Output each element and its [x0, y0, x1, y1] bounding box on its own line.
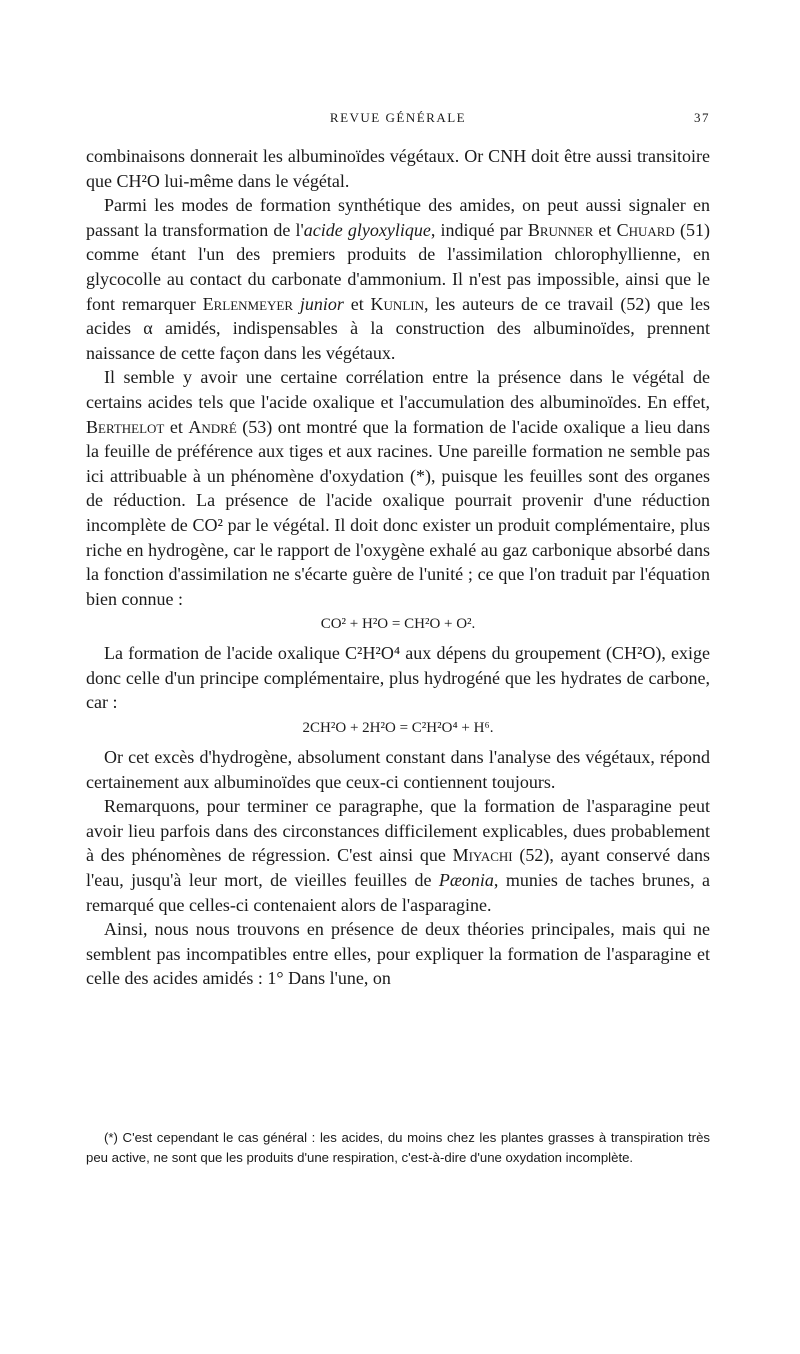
- page-number: 37: [694, 110, 710, 125]
- paragraph-7: Ainsi, nous nous trouvons en présence de deux théories principales, mais qui ne semblent pas incompatibles entre elles, pour expliquer la formation de l'asparagine et celle des acides amidés : 1° Dans l'une, on: [86, 919, 710, 989]
- running-header: [86, 106, 710, 126]
- text-run: (52), ayant conservé dans l'eau, jusqu'à leur mort, de vieilles feuilles de: [86, 845, 711, 891]
- author-name: Berthelot: [86, 416, 165, 437]
- text-run: et: [343, 293, 371, 314]
- equation-2: 2CH²O + 2H²O = C²H²O⁴ + H⁶.: [302, 720, 494, 737]
- paragraph-5: Or cet excès d'hydrogène, absolument constant dans l'analyse des végétaux, répond certainement aux albuminoïdes que ceux-ci contiennent toujours.: [86, 747, 710, 792]
- author-name: Chuard: [616, 219, 675, 240]
- paragraph-6: [86, 794, 710, 917]
- author-name: Brunner: [527, 219, 594, 240]
- text-run: Remarquons, pour terminer ce paragraphe, que la formation de l'asparagine peut avoir lieu parfois dans des circonstances difficilement explicables, dues probablement à des phénomènes de régression. C'est ainsi que: [86, 796, 710, 866]
- text-run: et: [593, 219, 617, 240]
- body-text: [86, 144, 710, 991]
- text-run: , indiqué par: [430, 219, 528, 240]
- text-run: Il semble y avoir une certaine corrélation entre la présence dans le végétal de certains acides tels que l'acide oxalique et l'accumulation des albuminoïdes. En effet,: [86, 367, 710, 412]
- text-run: (51) comme étant l'un des premiers produits de l'assimilation chlorophyllienne, en glycocolle au contact du carbonate d'ammonium. Il n'est pas impossible, ainsi que le font remarquer: [86, 219, 710, 314]
- text-run: Parmi les modes de formation synthétique des amides, on peut aussi signaler en passant la transformation de l': [86, 195, 710, 240]
- author-name: Kunlin: [370, 293, 424, 314]
- paragraph-3: [86, 365, 710, 611]
- paragraph-2: [86, 193, 710, 365]
- italic-term: acide glyoxylique: [303, 219, 431, 240]
- text-run: (53) ont montré que la formation de l'acide oxalique a lieu dans la feuille de préférence aux tiges et aux racines. Une pareille formation ne semble pas ici attribuable à un phénomène d'oxydation (*), puisque les feuilles sont des organes de réduction. La présence de l'acide oxalique pourrait provenir d'une réduction incomplète de CO² par le végétal. Il doit donc exister un produit complémentaire, plus riche en hydrogène, car le rapport de l'oxygène exhalé au gaz carbonique absorbé dans la fonction d'assimilation ne s'écarte guère de l'unité ; ce que l'on traduit par l'équation bien connue :: [86, 416, 710, 609]
- author-name: Erlenmeyer: [202, 293, 294, 314]
- italic-term: junior: [299, 293, 344, 314]
- equation-1: CO² + H²O = CH²O + O².: [320, 616, 476, 633]
- author-name: André: [188, 416, 237, 437]
- italic-term: Pæonia: [438, 870, 494, 891]
- paragraph-1: combinaisons donnerait les albuminoïdes végétaux. Or CNH doit être aussi transitoire que CH²O lui-même dans le végétal.: [86, 146, 710, 191]
- footnote: [86, 1128, 710, 1168]
- text-run: , les auteurs de ce travail (52) que les acides α amidés, indispensables à la construction des albuminoïdes, prennent naissance de cette façon dans les végétaux.: [86, 293, 710, 363]
- text-run: , munies de taches brunes, a remarqué que celles-ci contenaient alors de l'asparagine.: [86, 870, 711, 915]
- author-name: Miyachi: [452, 845, 513, 866]
- text-run: et: [164, 416, 189, 437]
- paragraph-4: La formation de l'acide oxalique C²H²O⁴ aux dépens du groupement (CH²O), exige donc celle d'un principe complémentaire, plus hydrogéné que les hydrates de carbone, car :: [86, 643, 710, 713]
- footnote-text: (*) C'est cependant le cas général : les acides, du moins chez les plantes grasses à transpiration très peu active, ne sont que les produits d'une respiration, c'est-à-dire d'une oxydation incomplète.: [86, 1130, 710, 1165]
- running-title: REVUE GÉNÉRALE: [329, 110, 467, 125]
